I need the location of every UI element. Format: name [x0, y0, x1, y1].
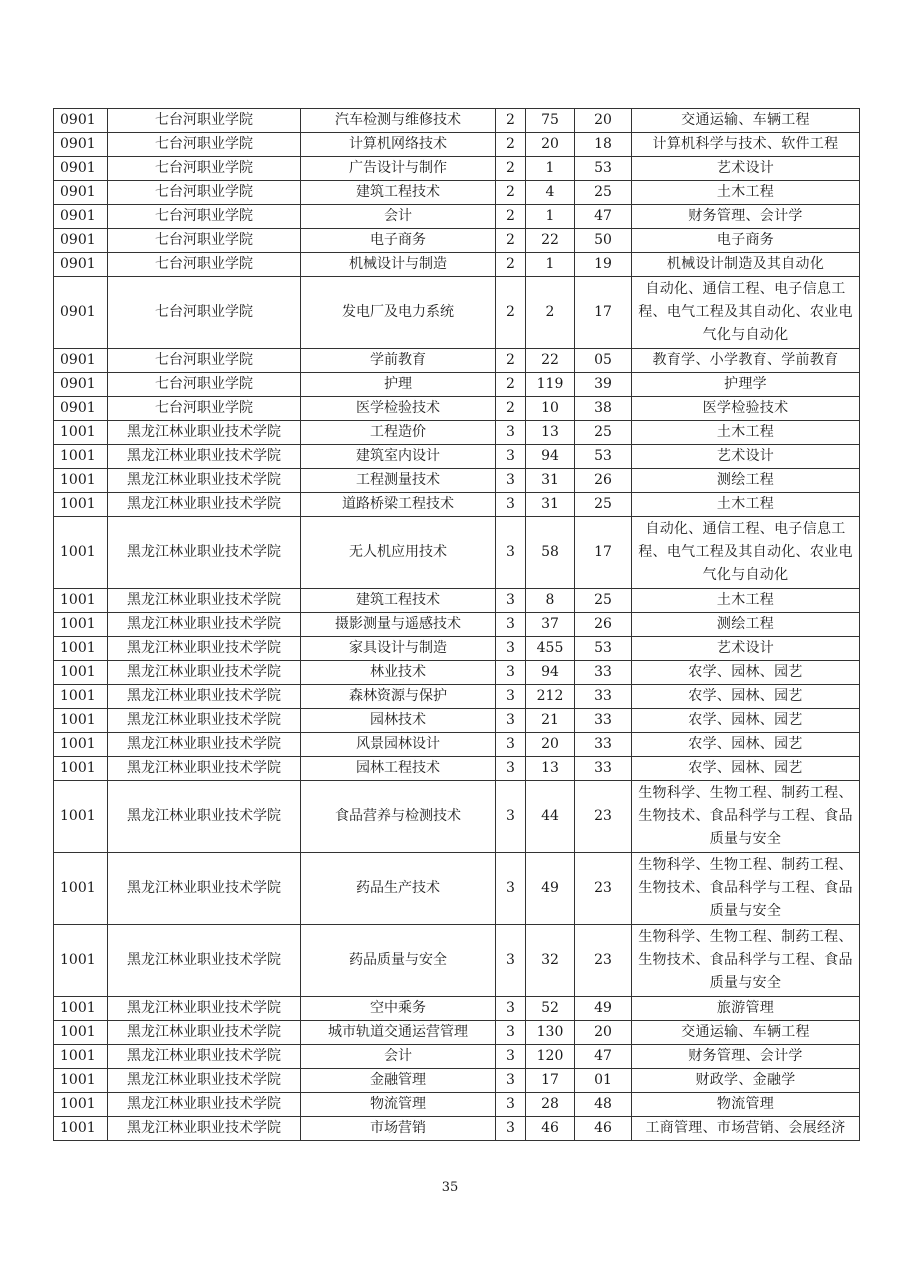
category-code-cell: 19 — [575, 253, 632, 277]
major-name-cell: 空中乘务 — [301, 997, 496, 1021]
table-row — [54, 661, 860, 685]
table-row — [54, 469, 860, 493]
major-name-cell: 金融管理 — [301, 1069, 496, 1093]
plan-count-cell: 20 — [526, 133, 575, 157]
duration-cell: 2 — [496, 229, 526, 253]
category-code-cell: 50 — [575, 229, 632, 253]
plan-count-cell: 13 — [526, 757, 575, 781]
major-name-cell: 市场营销 — [301, 1117, 496, 1141]
matching-majors-cell: 机械设计制造及其自动化 — [632, 253, 860, 277]
school-code-cell: 1001 — [54, 997, 108, 1021]
table-row — [54, 421, 860, 445]
duration-cell: 3 — [496, 589, 526, 613]
matching-majors-cell: 测绘工程 — [632, 613, 860, 637]
major-name-cell: 机械设计与制造 — [301, 253, 496, 277]
category-code-cell: 48 — [575, 1093, 632, 1117]
duration-cell: 3 — [496, 493, 526, 517]
school-name-cell: 黑龙江林业职业技术学院 — [108, 685, 301, 709]
school-name-cell: 黑龙江林业职业技术学院 — [108, 1069, 301, 1093]
table-row — [54, 709, 860, 733]
duration-cell: 3 — [496, 733, 526, 757]
plan-count-cell: 94 — [526, 445, 575, 469]
table-row — [54, 1045, 860, 1069]
major-name-cell: 风景园林设计 — [301, 733, 496, 757]
school-code-cell: 0901 — [54, 205, 108, 229]
duration-cell: 3 — [496, 421, 526, 445]
category-code-cell: 18 — [575, 133, 632, 157]
category-code-cell: 25 — [575, 493, 632, 517]
major-name-cell: 建筑室内设计 — [301, 445, 496, 469]
duration-cell: 3 — [496, 1045, 526, 1069]
plan-count-cell: 1 — [526, 157, 575, 181]
category-code-cell: 05 — [575, 349, 632, 373]
category-code-cell: 39 — [575, 373, 632, 397]
school-code-cell: 1001 — [54, 781, 108, 853]
category-code-cell: 53 — [575, 157, 632, 181]
duration-cell: 3 — [496, 709, 526, 733]
major-name-cell: 计算机网络技术 — [301, 133, 496, 157]
school-code-cell: 0901 — [54, 373, 108, 397]
plan-count-cell: 31 — [526, 469, 575, 493]
major-name-cell: 建筑工程技术 — [301, 181, 496, 205]
matching-majors-cell: 自动化、通信工程、电子信息工程、电气工程及其自动化、农业电气化与自动化 — [632, 277, 860, 349]
matching-majors-cell: 自动化、通信工程、电子信息工程、电气工程及其自动化、农业电气化与自动化 — [632, 517, 860, 589]
table-row — [54, 493, 860, 517]
school-name-cell: 七台河职业学院 — [108, 397, 301, 421]
school-code-cell: 1001 — [54, 469, 108, 493]
matching-majors-cell: 土木工程 — [632, 181, 860, 205]
school-name-cell: 黑龙江林业职业技术学院 — [108, 853, 301, 925]
duration-cell: 2 — [496, 157, 526, 181]
duration-cell: 2 — [496, 181, 526, 205]
school-code-cell: 0901 — [54, 133, 108, 157]
duration-cell: 2 — [496, 109, 526, 133]
school-name-cell: 黑龙江林业职业技术学院 — [108, 709, 301, 733]
duration-cell: 2 — [496, 397, 526, 421]
school-name-cell: 七台河职业学院 — [108, 349, 301, 373]
category-code-cell: 26 — [575, 613, 632, 637]
school-code-cell: 1001 — [54, 733, 108, 757]
table-row — [54, 229, 860, 253]
table-row — [54, 685, 860, 709]
major-name-cell: 建筑工程技术 — [301, 589, 496, 613]
school-name-cell: 七台河职业学院 — [108, 109, 301, 133]
category-code-cell: 33 — [575, 757, 632, 781]
school-code-cell: 1001 — [54, 637, 108, 661]
major-name-cell: 医学检验技术 — [301, 397, 496, 421]
school-name-cell: 黑龙江林业职业技术学院 — [108, 589, 301, 613]
plan-count-cell: 2 — [526, 277, 575, 349]
category-code-cell: 25 — [575, 589, 632, 613]
school-name-cell: 七台河职业学院 — [108, 133, 301, 157]
duration-cell: 3 — [496, 445, 526, 469]
plan-count-cell: 46 — [526, 1117, 575, 1141]
matching-majors-cell: 生物科学、生物工程、制药工程、生物技术、食品科学与工程、食品质量与安全 — [632, 925, 860, 997]
duration-cell: 3 — [496, 997, 526, 1021]
major-name-cell: 工程测量技术 — [301, 469, 496, 493]
major-name-cell: 发电厂及电力系统 — [301, 277, 496, 349]
matching-majors-cell: 财政学、金融学 — [632, 1069, 860, 1093]
school-name-cell: 黑龙江林业职业技术学院 — [108, 733, 301, 757]
category-code-cell: 33 — [575, 733, 632, 757]
category-code-cell: 46 — [575, 1117, 632, 1141]
major-name-cell: 会计 — [301, 1045, 496, 1069]
major-name-cell: 家具设计与制造 — [301, 637, 496, 661]
matching-majors-cell: 土木工程 — [632, 493, 860, 517]
table-row — [54, 133, 860, 157]
matching-majors-cell: 农学、园林、园艺 — [632, 661, 860, 685]
school-name-cell: 黑龙江林业职业技术学院 — [108, 517, 301, 589]
duration-cell: 2 — [496, 373, 526, 397]
school-name-cell: 黑龙江林业职业技术学院 — [108, 469, 301, 493]
school-code-cell: 1001 — [54, 925, 108, 997]
category-code-cell: 26 — [575, 469, 632, 493]
category-code-cell: 17 — [575, 277, 632, 349]
school-code-cell: 1001 — [54, 421, 108, 445]
table-row — [54, 925, 860, 997]
major-name-cell: 会计 — [301, 205, 496, 229]
school-code-cell: 0901 — [54, 253, 108, 277]
duration-cell: 2 — [496, 349, 526, 373]
plan-count-cell: 10 — [526, 397, 575, 421]
school-name-cell: 七台河职业学院 — [108, 181, 301, 205]
plan-count-cell: 75 — [526, 109, 575, 133]
matching-majors-cell: 护理学 — [632, 373, 860, 397]
table-row — [54, 277, 860, 349]
table-row — [54, 445, 860, 469]
category-code-cell: 23 — [575, 853, 632, 925]
table-row — [54, 757, 860, 781]
matching-majors-cell: 生物科学、生物工程、制药工程、生物技术、食品科学与工程、食品质量与安全 — [632, 781, 860, 853]
major-name-cell: 道路桥梁工程技术 — [301, 493, 496, 517]
duration-cell: 3 — [496, 613, 526, 637]
table-row — [54, 733, 860, 757]
major-name-cell: 森林资源与保护 — [301, 685, 496, 709]
matching-majors-cell: 农学、园林、园艺 — [632, 757, 860, 781]
plan-count-cell: 37 — [526, 613, 575, 637]
plan-count-cell: 1 — [526, 205, 575, 229]
category-code-cell: 01 — [575, 1069, 632, 1093]
category-code-cell: 53 — [575, 637, 632, 661]
table-row — [54, 781, 860, 853]
school-code-cell: 0901 — [54, 277, 108, 349]
matching-majors-cell: 交通运输、车辆工程 — [632, 1021, 860, 1045]
matching-majors-cell: 财务管理、会计学 — [632, 205, 860, 229]
school-code-cell: 1001 — [54, 445, 108, 469]
plan-count-cell: 49 — [526, 853, 575, 925]
duration-cell: 2 — [496, 277, 526, 349]
admissions-table — [53, 108, 860, 1141]
table-row — [54, 637, 860, 661]
duration-cell: 2 — [496, 133, 526, 157]
category-code-cell: 20 — [575, 1021, 632, 1045]
school-name-cell: 黑龙江林业职业技术学院 — [108, 1045, 301, 1069]
school-code-cell: 0901 — [54, 181, 108, 205]
table-row — [54, 997, 860, 1021]
matching-majors-cell: 计算机科学与技术、软件工程 — [632, 133, 860, 157]
matching-majors-cell: 艺术设计 — [632, 445, 860, 469]
table-row — [54, 157, 860, 181]
category-code-cell: 17 — [575, 517, 632, 589]
school-code-cell: 1001 — [54, 1117, 108, 1141]
category-code-cell: 33 — [575, 685, 632, 709]
plan-count-cell: 94 — [526, 661, 575, 685]
school-name-cell: 七台河职业学院 — [108, 229, 301, 253]
matching-majors-cell: 工商管理、市场营销、会展经济 — [632, 1117, 860, 1141]
plan-count-cell: 58 — [526, 517, 575, 589]
school-name-cell: 黑龙江林业职业技术学院 — [108, 757, 301, 781]
major-name-cell: 护理 — [301, 373, 496, 397]
school-name-cell: 黑龙江林业职业技术学院 — [108, 613, 301, 637]
major-name-cell: 摄影测量与遥感技术 — [301, 613, 496, 637]
duration-cell: 3 — [496, 469, 526, 493]
school-name-cell: 七台河职业学院 — [108, 253, 301, 277]
major-name-cell: 汽车检测与维修技术 — [301, 109, 496, 133]
category-code-cell: 38 — [575, 397, 632, 421]
school-code-cell: 1001 — [54, 1021, 108, 1045]
school-code-cell: 1001 — [54, 685, 108, 709]
matching-majors-cell: 艺术设计 — [632, 157, 860, 181]
major-name-cell: 物流管理 — [301, 1093, 496, 1117]
duration-cell: 3 — [496, 1021, 526, 1045]
school-code-cell: 0901 — [54, 397, 108, 421]
school-code-cell: 0901 — [54, 229, 108, 253]
page-number: 35 — [441, 1180, 459, 1195]
plan-count-cell: 8 — [526, 589, 575, 613]
matching-majors-cell: 旅游管理 — [632, 997, 860, 1021]
school-code-cell: 1001 — [54, 853, 108, 925]
school-code-cell: 0901 — [54, 109, 108, 133]
plan-count-cell: 130 — [526, 1021, 575, 1045]
school-name-cell: 黑龙江林业职业技术学院 — [108, 637, 301, 661]
school-name-cell: 七台河职业学院 — [108, 157, 301, 181]
school-code-cell: 0901 — [54, 349, 108, 373]
duration-cell: 3 — [496, 1069, 526, 1093]
duration-cell: 3 — [496, 853, 526, 925]
school-code-cell: 1001 — [54, 1069, 108, 1093]
plan-count-cell: 120 — [526, 1045, 575, 1069]
major-name-cell: 无人机应用技术 — [301, 517, 496, 589]
table-row — [54, 517, 860, 589]
table-row — [54, 1117, 860, 1141]
plan-count-cell: 32 — [526, 925, 575, 997]
category-code-cell: 49 — [575, 997, 632, 1021]
category-code-cell: 25 — [575, 181, 632, 205]
school-code-cell: 0901 — [54, 157, 108, 181]
major-name-cell: 药品生产技术 — [301, 853, 496, 925]
matching-majors-cell: 交通运输、车辆工程 — [632, 109, 860, 133]
matching-majors-cell: 艺术设计 — [632, 637, 860, 661]
matching-majors-cell: 农学、园林、园艺 — [632, 685, 860, 709]
table-row — [54, 253, 860, 277]
school-name-cell: 黑龙江林业职业技术学院 — [108, 997, 301, 1021]
plan-count-cell: 52 — [526, 997, 575, 1021]
duration-cell: 3 — [496, 637, 526, 661]
duration-cell: 3 — [496, 757, 526, 781]
plan-count-cell: 119 — [526, 373, 575, 397]
major-name-cell: 园林技术 — [301, 709, 496, 733]
category-code-cell: 20 — [575, 109, 632, 133]
school-name-cell: 七台河职业学院 — [108, 277, 301, 349]
school-name-cell: 黑龙江林业职业技术学院 — [108, 445, 301, 469]
duration-cell: 3 — [496, 1093, 526, 1117]
category-code-cell: 47 — [575, 205, 632, 229]
table-row — [54, 349, 860, 373]
matching-majors-cell: 农学、园林、园艺 — [632, 709, 860, 733]
duration-cell: 3 — [496, 517, 526, 589]
school-name-cell: 黑龙江林业职业技术学院 — [108, 925, 301, 997]
school-name-cell: 七台河职业学院 — [108, 205, 301, 229]
category-code-cell: 53 — [575, 445, 632, 469]
matching-majors-cell: 土木工程 — [632, 589, 860, 613]
matching-majors-cell: 测绘工程 — [632, 469, 860, 493]
duration-cell: 3 — [496, 781, 526, 853]
table-row — [54, 1069, 860, 1093]
school-code-cell: 1001 — [54, 1045, 108, 1069]
category-code-cell: 25 — [575, 421, 632, 445]
school-code-cell: 1001 — [54, 709, 108, 733]
major-name-cell: 园林工程技术 — [301, 757, 496, 781]
table-row — [54, 613, 860, 637]
major-name-cell: 电子商务 — [301, 229, 496, 253]
major-name-cell: 林业技术 — [301, 661, 496, 685]
duration-cell: 3 — [496, 925, 526, 997]
major-name-cell: 学前教育 — [301, 349, 496, 373]
duration-cell: 3 — [496, 661, 526, 685]
plan-count-cell: 20 — [526, 733, 575, 757]
plan-count-cell: 44 — [526, 781, 575, 853]
plan-count-cell: 13 — [526, 421, 575, 445]
school-code-cell: 1001 — [54, 661, 108, 685]
duration-cell: 2 — [496, 253, 526, 277]
category-code-cell: 33 — [575, 709, 632, 733]
school-code-cell: 1001 — [54, 757, 108, 781]
matching-majors-cell: 电子商务 — [632, 229, 860, 253]
table-row — [54, 373, 860, 397]
major-name-cell: 食品营养与检测技术 — [301, 781, 496, 853]
plan-count-cell: 1 — [526, 253, 575, 277]
plan-count-cell: 31 — [526, 493, 575, 517]
plan-count-cell: 455 — [526, 637, 575, 661]
school-name-cell: 黑龙江林业职业技术学院 — [108, 781, 301, 853]
school-code-cell: 1001 — [54, 613, 108, 637]
school-code-cell: 1001 — [54, 493, 108, 517]
category-code-cell: 47 — [575, 1045, 632, 1069]
plan-count-cell: 17 — [526, 1069, 575, 1093]
plan-count-cell: 22 — [526, 349, 575, 373]
major-name-cell: 药品质量与安全 — [301, 925, 496, 997]
school-code-cell: 1001 — [54, 589, 108, 613]
matching-majors-cell: 土木工程 — [632, 421, 860, 445]
major-name-cell: 工程造价 — [301, 421, 496, 445]
plan-count-cell: 212 — [526, 685, 575, 709]
major-name-cell: 城市轨道交通运营管理 — [301, 1021, 496, 1045]
plan-count-cell: 21 — [526, 709, 575, 733]
plan-count-cell: 4 — [526, 181, 575, 205]
table-row — [54, 205, 860, 229]
school-name-cell: 黑龙江林业职业技术学院 — [108, 1117, 301, 1141]
table-row — [54, 397, 860, 421]
category-code-cell: 23 — [575, 781, 632, 853]
table-row — [54, 109, 860, 133]
school-name-cell: 黑龙江林业职业技术学院 — [108, 421, 301, 445]
admissions-table-container — [53, 108, 859, 1141]
major-name-cell: 广告设计与制作 — [301, 157, 496, 181]
school-name-cell: 黑龙江林业职业技术学院 — [108, 1093, 301, 1117]
category-code-cell: 23 — [575, 925, 632, 997]
table-row — [54, 1021, 860, 1045]
table-row — [54, 853, 860, 925]
plan-count-cell: 28 — [526, 1093, 575, 1117]
matching-majors-cell: 物流管理 — [632, 1093, 860, 1117]
matching-majors-cell: 生物科学、生物工程、制药工程、生物技术、食品科学与工程、食品质量与安全 — [632, 853, 860, 925]
duration-cell: 3 — [496, 685, 526, 709]
school-name-cell: 七台河职业学院 — [108, 373, 301, 397]
plan-count-cell: 22 — [526, 229, 575, 253]
matching-majors-cell: 教育学、小学教育、学前教育 — [632, 349, 860, 373]
school-name-cell: 黑龙江林业职业技术学院 — [108, 493, 301, 517]
school-name-cell: 黑龙江林业职业技术学院 — [108, 1021, 301, 1045]
matching-majors-cell: 医学检验技术 — [632, 397, 860, 421]
duration-cell: 2 — [496, 205, 526, 229]
table-row — [54, 181, 860, 205]
table-row — [54, 1093, 860, 1117]
school-code-cell: 1001 — [54, 517, 108, 589]
school-code-cell: 1001 — [54, 1093, 108, 1117]
duration-cell: 3 — [496, 1117, 526, 1141]
matching-majors-cell: 农学、园林、园艺 — [632, 733, 860, 757]
category-code-cell: 33 — [575, 661, 632, 685]
school-name-cell: 黑龙江林业职业技术学院 — [108, 661, 301, 685]
table-row — [54, 589, 860, 613]
matching-majors-cell: 财务管理、会计学 — [632, 1045, 860, 1069]
